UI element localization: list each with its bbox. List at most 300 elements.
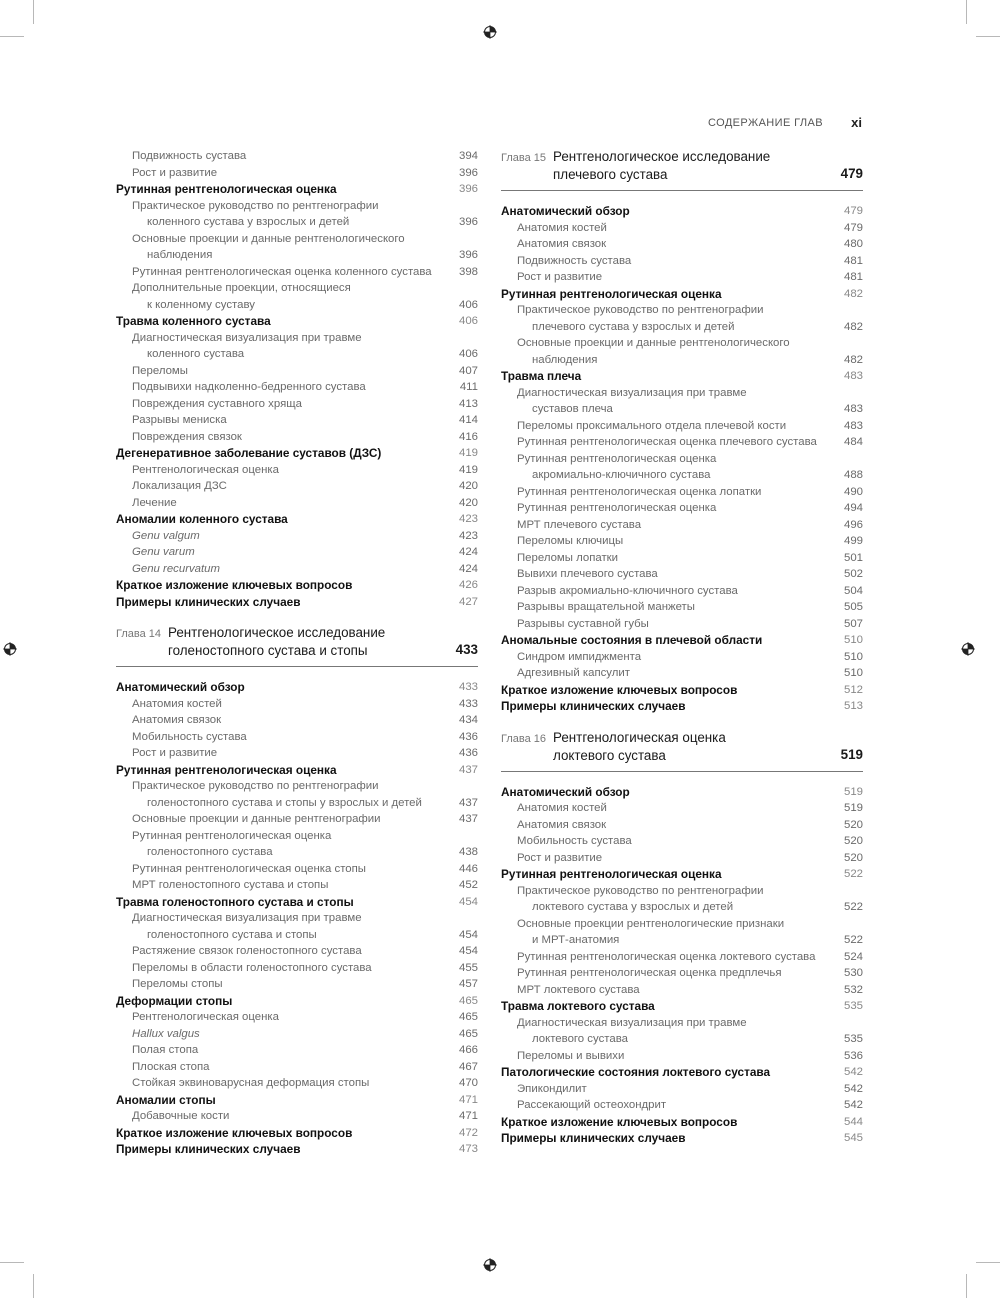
toc-entry-page: 542 [843,1099,863,1111]
toc-entry-page: 426 [458,579,478,591]
toc-entry [501,550,863,567]
toc-entry [501,949,863,966]
toc-entry [501,965,863,982]
toc-entry-page: 406 [458,348,478,360]
toc-entry [501,253,863,270]
chapter-page: 519 [840,746,863,762]
toc-entry [501,467,863,484]
toc-entry-page: 545 [843,1132,863,1144]
toc-entry-title: Практическое руководство по рентгенографии [517,884,764,897]
toc-entry-page: 457 [458,978,478,990]
toc-entry [501,998,863,1015]
toc-entry [116,462,478,479]
toc-entry [501,236,863,253]
toc-entry [116,795,478,812]
toc-entry [501,899,863,916]
chapter-title-line: Рентгенологическое исследование [168,625,386,640]
toc-entry-page: 535 [843,1000,863,1012]
toc-entry-title: Рентгенологическая оценка [132,1011,279,1023]
toc-entry-page: 413 [458,397,478,410]
toc-entry [116,577,478,594]
toc-entry [116,544,478,561]
toc-entry-title: Основные проекции и данные рентгенографии [132,813,381,825]
toc-entry [116,528,478,545]
toc-entry [116,993,478,1010]
toc-entry [501,484,863,501]
running-header [640,115,862,133]
toc-entry [501,302,863,319]
toc-entry [501,866,863,883]
toc-entry [501,632,863,649]
toc-entry-title: Примеры клинических случаев [116,1142,301,1156]
toc-entry-title: Рутинная рентгенологическая оценка плечевого сустава [517,436,817,448]
toc-entry-title: Разрывы суставной губы [517,617,649,630]
toc-entry-page: 522 [843,901,863,913]
toc-entry [116,976,478,993]
toc-entry-title: Переломы [132,364,188,377]
toc-entry-page: 406 [458,298,478,311]
toc-entry [116,1075,478,1092]
chapter-title [553,729,726,765]
crop-mark [33,0,34,24]
toc-entry-title: Анатомический обзор [116,680,245,694]
toc-entry-title: Травма коленного сустава [116,314,271,328]
toc-entry-page: 520 [843,818,863,831]
toc-entry-title: локтевого сустава [532,1033,628,1045]
toc-entry-page: 471 [458,1110,478,1122]
toc-entry [501,1064,863,1081]
toc-entry [116,346,478,363]
toc-entry-page: 466 [458,1044,478,1056]
toc-entry-page: 542 [843,1066,863,1078]
toc-entry-title: МРТ голеностопного сустава и стопы [132,879,329,891]
toc-entry [116,297,478,314]
toc-entry-title: МРТ плечевого сустава [517,518,642,531]
toc-entry-title: Краткое изложение ключевых вопросов [116,1125,353,1140]
toc-entry-page: 467 [458,1060,478,1073]
toc-entry-title: Травма плеча [501,369,582,383]
toc-entry [501,850,863,867]
toc-entry [116,960,478,977]
toc-entry-page: 488 [843,469,863,481]
toc-entry-title: Разрыв акромиально-ключичного сустава [517,584,738,597]
toc-entry-page: 436 [458,747,478,759]
toc-entry-title: Genu valgum [132,529,200,542]
chapter-title-line: плечевого сустава [553,167,668,182]
toc-entry-title: Подвижность сустава [132,150,247,162]
toc-entry-title: Практическое руководство по рентгенографии [132,199,379,212]
toc-entry [501,385,863,402]
toc-entry-title: Рутинная рентгенологическая оценка предплечья [517,967,782,979]
toc-entry [501,1081,863,1098]
toc-entry-title: Основные проекции рентгенологические признаки [517,917,785,930]
toc-entry-page: 433 [458,681,478,693]
toc-entry [116,745,478,762]
toc-entry-title: Добавочные кости [132,1110,230,1122]
toc-entry-title: Аномальные состояния в плечевой области [501,633,763,647]
toc-entry-title: Растяжение связок голеностопного сустава [132,945,362,957]
toc-entry-title: Разрывы вращательной манжеты [517,601,695,613]
toc-entry-title: Анатомия связок [517,818,607,831]
toc-entry-title: Травма локтевого сустава [501,999,655,1013]
toc-entry-page: 480 [843,238,863,250]
toc-entry-page: 499 [843,535,863,547]
toc-entry [116,762,478,779]
chapter-title-line: голеностопного сустава и стопы [168,643,368,658]
toc-entry [116,379,478,396]
toc-entry [501,451,863,468]
toc-entry-title: Рутинная рентгенологическая оценка [517,502,717,514]
toc-entry-title: Мобильность сустава [132,730,247,743]
toc-entry [116,214,478,231]
toc-entry-page: 465 [458,1027,478,1040]
toc-entry [501,1114,863,1131]
toc-entry-page: 394 [458,150,478,162]
toc-entry-page: 446 [458,862,478,875]
chapter-label: Глава 14 [116,628,162,640]
toc-entry-title: Деформации стопы [116,993,233,1008]
toc-entry-title: Краткое изложение ключевых вопросов [501,1114,738,1129]
toc-entry-title: Переломы стопы [132,978,223,990]
toc-column-left [116,148,478,1158]
toc-entry-title: Переломы в области голеностопного сустава [132,961,372,974]
toc-entry [116,712,478,729]
toc-entry [501,698,863,715]
toc-entry-title: Анатомия связок [517,238,607,250]
chapter-page: 479 [840,166,863,181]
toc-entry-title: и МРТ-анатомия [532,934,620,946]
chapter-title-line: Рентгенологическое исследование [553,149,771,164]
toc-entry [116,828,478,845]
toc-entry-title: Повреждения связок [132,430,242,443]
toc-entry-title: Подвывихи надколенно-бедренного сустава [132,381,366,393]
toc-entry [116,729,478,746]
toc-entry-page: 520 [843,851,863,864]
toc-entry [116,861,478,878]
toc-entry [501,517,863,534]
toc-entry [501,800,863,817]
toc-entry-page: 454 [458,895,478,908]
toc-entry [116,594,478,611]
toc-entry [116,910,478,927]
chapter-title [168,624,385,660]
toc-entry-page: 484 [843,436,863,448]
toc-entry-title: Genu recurvatum [132,562,220,575]
crop-mark [966,0,967,24]
toc-entry [116,1108,478,1125]
toc-entry-title: Диагностическая визуализация при травме [517,1016,747,1029]
toc-entry-page: 473 [458,1143,478,1155]
toc-entry [501,583,863,600]
toc-entry [501,1048,863,1065]
toc-entry-page: 482 [843,353,863,366]
toc-entry-page: 483 [843,403,863,415]
toc-entry [116,495,478,512]
toc-entry-title: к коленному суставу [147,298,255,311]
toc-entry-title: Переломы проксимального отдела плечевой кости [517,419,787,432]
toc-entry-page: 490 [843,485,863,498]
toc-entry [116,1026,478,1043]
toc-entry-page: 519 [843,802,863,814]
toc-entry-page: 502 [843,568,863,580]
toc-entry-title: Мобильность сустава [517,835,632,847]
toc-entry [501,833,863,850]
toc-entry-title: голеностопного сустава и стопы [147,928,317,941]
running-title: СОДЕРЖАНИЕ ГЛАВ [708,117,823,129]
toc-entry-title: Рассекающий остеохондрит [517,1099,667,1111]
toc-entry-title: Стойкая эквиноварусная деформация стопы [132,1077,370,1089]
toc-entry-page: 530 [843,967,863,979]
toc-entry-title: коленного сустава [147,348,245,360]
toc-entry [501,1130,863,1147]
toc-entry [501,932,863,949]
toc-entry [501,500,863,517]
toc-entry [501,982,863,999]
toc-entry-page: 513 [843,700,863,712]
toc-entry-title: Полая стопа [132,1044,199,1056]
toc-entry-page: 510 [843,667,863,679]
toc-entry-title: Основные проекции и данные рентгенологического [132,232,405,245]
toc-entry-page: 437 [458,763,478,776]
toc-entry-page: 455 [458,961,478,974]
toc-entry-page: 522 [843,934,863,946]
toc-entry-page: 416 [458,430,478,443]
toc-entry-title: Переломы и вывихи [517,1049,625,1062]
chapter-label: Глава 16 [501,732,547,745]
toc-entry-title: Повреждения суставного хряща [132,397,302,410]
toc-entry [116,811,478,828]
toc-entry [116,927,478,944]
toc-entry-title: Дополнительные проекции, относящиеся [132,282,351,294]
toc-entry [116,181,478,198]
toc-entry [116,1059,478,1076]
toc-entry-page: 406 [458,315,478,327]
toc-entry-page: 398 [458,265,478,278]
toc-entry-title: Hallux valgus [132,1027,200,1040]
toc-entry [501,319,863,336]
toc-entry-page: 482 [843,320,863,333]
toc-entry-title: голеностопного сустава [147,846,273,858]
toc-entry [116,148,478,165]
toc-entry-page: 465 [458,1011,478,1023]
toc-entry-title: Рутинная рентгенологическая оценка коленного сустава [132,265,432,278]
toc-entry [116,877,478,894]
toc-entry-page: 452 [458,879,478,891]
page-number: xi [851,115,862,130]
toc-entry-title: Диагностическая визуализация при травме [132,331,362,344]
toc-entry [116,165,478,182]
toc-entry [116,247,478,264]
toc-entry-page: 522 [843,868,863,880]
toc-entry-title: плечевого сустава у взрослых и детей [532,320,735,333]
toc-entry-title: МРТ локтевого сустава [517,983,640,996]
toc-entry-page: 437 [458,813,478,825]
toc-entry [116,894,478,911]
toc-entry-title: Травма голеностопного сустава и стопы [116,894,354,909]
toc-entry-page: 519 [843,785,863,798]
toc-entry [501,1015,863,1032]
toc-entry-page: 504 [843,584,863,597]
toc-entry [501,368,863,385]
toc-entry-title: Диагностическая визуализация при травме [132,912,362,924]
toc-entry [116,1009,478,1026]
toc-entry-title: Дегенеративное заболевание суставов (ДЗС) [116,446,382,460]
toc-entry-title: Анатомия связок [132,714,222,726]
toc-entry [116,1141,478,1158]
toc-entry-page: 524 [843,950,863,963]
toc-entry-page: 512 [843,683,863,696]
crop-mark [0,1262,24,1263]
toc-entry-page: 414 [458,414,478,426]
toc-entry [116,679,478,696]
toc-entry-page: 436 [458,730,478,743]
toc-entry-title: Рутинная рентгенологическая оценка [501,867,722,881]
toc-entry-title: Рутинная рентгенологическая оценка стопы [132,862,366,875]
toc-entry-page: 411 [459,381,478,393]
registration-mark-icon [483,1258,497,1272]
chapter-heading [116,624,478,667]
toc-entry-page: 507 [843,617,863,630]
toc-entry [501,533,863,550]
toc-entry-page: 472 [458,1126,478,1139]
toc-entry [116,1042,478,1059]
toc-entry-title: Основные проекции и данные рентгенологического [517,337,790,349]
toc-entry-page: 532 [843,983,863,996]
toc-entry [501,1031,863,1048]
toc-entry-page: 465 [458,994,478,1007]
toc-entry-title: Рутинная рентгенологическая оценка [116,182,337,196]
toc-entry-title: голеностопного сустава и стопы у взрослых и детей [147,796,422,809]
toc-entry-title: Локализация ДЗС [132,480,227,492]
toc-entry [501,418,863,435]
chapter-title-line: Рентгенологическая оценка [553,729,726,745]
toc-entry-title: Genu varum [132,546,195,558]
toc-entry-page: 420 [458,496,478,509]
toc-entry-page: 481 [843,271,863,283]
toc-entry [501,203,863,220]
toc-entry [501,665,863,682]
toc-entry [116,396,478,413]
toc-entry-page: 501 [843,551,863,564]
chapter-label: Глава 15 [501,152,547,164]
toc-entry-page: 479 [843,221,863,234]
toc-entry-title: Разрывы мениска [132,414,227,426]
toc-entry-title: Лечение [132,496,177,509]
toc-entry-page: 494 [843,502,863,514]
crop-mark [966,1274,967,1298]
toc-entry [116,943,478,960]
toc-entry-page: 510 [843,634,863,646]
toc-entry [116,778,478,795]
toc-entry-title: Переломы лопатки [517,551,619,564]
toc-entry [501,269,863,286]
toc-entry [501,566,863,583]
toc-entry-title: Подвижность сустава [517,254,632,267]
toc-entry-page: 454 [458,928,478,941]
toc-entry-title: Рост и развитие [517,851,603,864]
toc-entry-title: акромиально-ключичного сустава [532,469,711,481]
toc-entry-page: 454 [458,945,478,957]
toc-entry-title: Рутинная рентгенологическая оценка лопатки [517,485,762,498]
toc-entry-title: Рутинная рентгенологическая оценка [116,762,337,777]
toc-entry-title: Рост и развитие [132,166,218,179]
toc-entry-title: Примеры клинических случаев [116,594,301,609]
toc-entry-page: 424 [458,562,478,575]
toc-entry-title: Синдром импиджмента [517,650,642,663]
toc-entry [501,817,863,834]
chapter-page: 433 [455,642,478,657]
toc-entry-title: Анатомия костей [517,802,607,814]
toc-entry [116,280,478,297]
toc-entry-title: Рост и развитие [517,271,603,283]
toc-entry [116,478,478,495]
toc-entry-page: 510 [843,650,863,663]
toc-entry-page: 544 [843,1115,863,1128]
toc-entry-title: наблюдения [147,249,213,261]
toc-entry-title: Переломы ключицы [517,535,624,547]
toc-entry-page: 427 [458,595,478,608]
toc-entry-title: Плоская стопа [132,1060,210,1073]
toc-entry-page: 520 [843,835,863,847]
toc-entry [501,599,863,616]
toc-entry [116,231,478,248]
toc-entry [501,220,863,237]
toc-entry-title: Рутинная рентгенологическая оценка [501,286,722,301]
toc-entry [501,401,863,418]
toc-entry-title: Анатомия костей [132,697,222,710]
crop-mark [0,36,24,37]
toc-entry-title: Примеры клинических случаев [501,1131,686,1145]
toc-entry-title: Анатомия костей [517,221,607,234]
toc-entry-page: 505 [843,601,863,613]
toc-entry-page: 407 [458,364,478,377]
toc-entry-page: 470 [458,1077,478,1089]
toc-entry-title: наблюдения [532,353,598,366]
toc-entry-page: 423 [458,529,478,542]
toc-entry [501,616,863,633]
toc-entry-page: 419 [458,463,478,476]
toc-entry-page: 438 [458,846,478,858]
toc-entry-title: Вывихи плечевого сустава [517,568,658,580]
toc-entry-title: Аномалии стопы [116,1092,216,1107]
toc-entry [501,916,863,933]
toc-entry [501,649,863,666]
toc-entry-title: Рентгенологическая оценка [132,463,279,476]
toc-entry-title: Патологические состояния локтевого сустава [501,1065,771,1079]
toc-entry-title: Практическое руководство по рентгенографии [517,304,764,316]
toc-entry [116,198,478,215]
toc-entry-page: 496 [843,518,863,531]
toc-entry [116,561,478,578]
chapter-heading [501,148,863,191]
crop-mark [976,1262,1000,1263]
toc-entry-page: 396 [458,183,478,195]
toc-entry [116,412,478,429]
toc-entry-title: Анатомический обзор [501,784,630,799]
toc-entry-title: коленного сустава у взрослых и детей [147,216,350,228]
toc-entry [501,286,863,303]
toc-entry-page: 423 [458,513,478,525]
toc-entry-page: 536 [843,1049,863,1062]
toc-entry-page: 396 [458,216,478,228]
toc-entry [501,883,863,900]
toc-entry [501,784,863,801]
toc-entry [116,1092,478,1109]
toc-entry-title: Рутинная рентгенологическая оценка [517,452,717,465]
toc-entry-page: 483 [843,370,863,382]
toc-entry [116,429,478,446]
toc-entry-page: 396 [458,249,478,261]
